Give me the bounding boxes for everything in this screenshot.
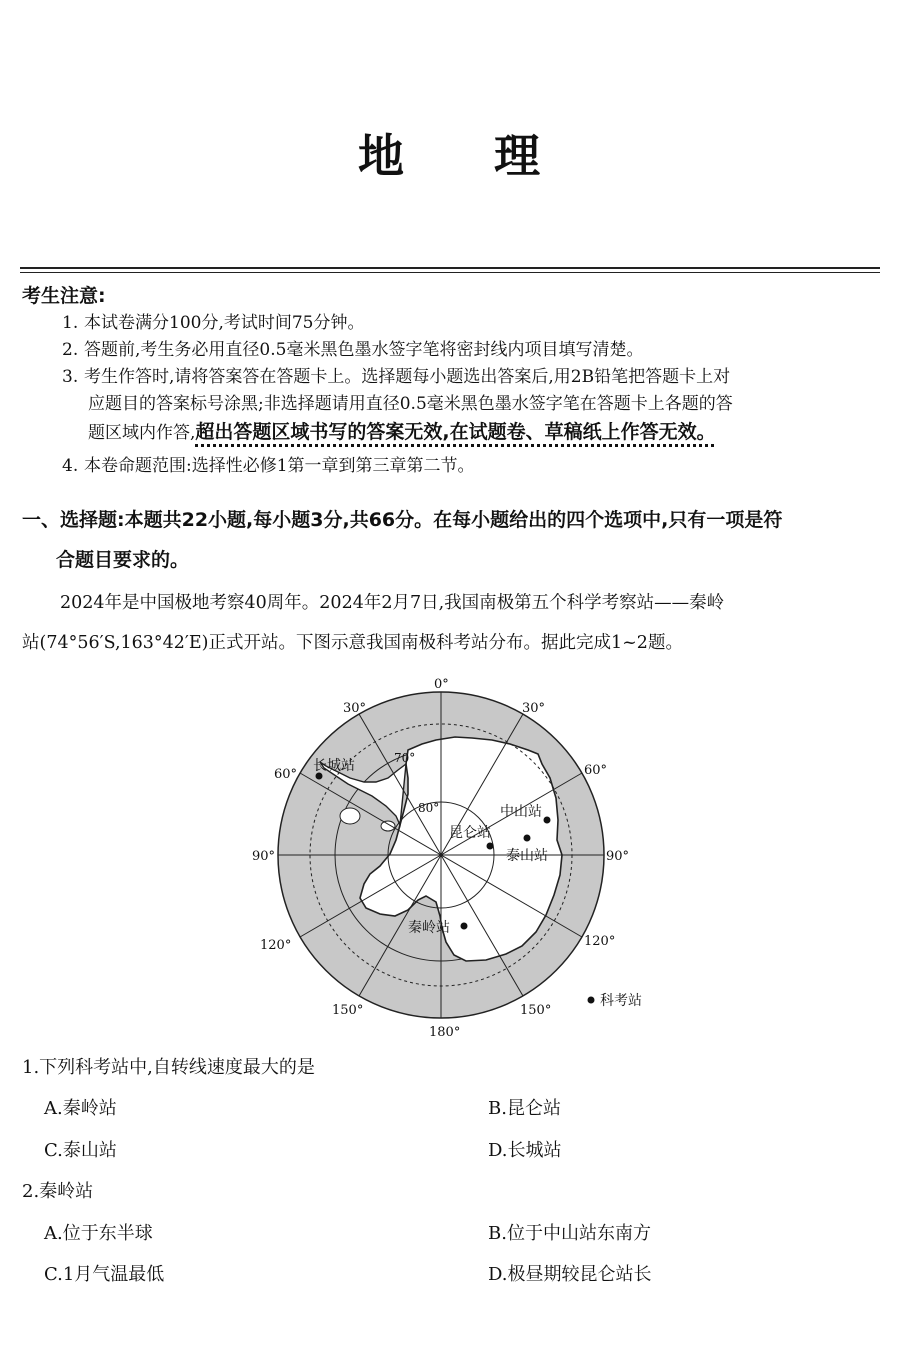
- station-label-zhongshan: 中山站: [500, 804, 542, 820]
- question-1-stem: 1.下列科考站中,自转线速度最大的是: [22, 1057, 315, 1078]
- lon-label-120e: 120°: [584, 934, 616, 949]
- station-dot-qinling: [461, 923, 468, 930]
- lon-label-60w: 60°: [274, 767, 298, 782]
- station-dot-taishan: [524, 835, 531, 842]
- notice-item-3: [62, 363, 884, 391]
- station-label-changcheng: 长城站: [313, 758, 355, 774]
- question-2-option-c: C.1月气温最低: [44, 1264, 165, 1285]
- notice-item-4: [62, 452, 884, 480]
- notice-text: 本卷命题范围:选择性必修1第一章到第三章第二节。: [84, 456, 475, 476]
- lat-label-80: 80°: [418, 801, 440, 815]
- lon-label-150e: 150°: [520, 1003, 552, 1018]
- station-label-taishan: 泰山站: [506, 848, 548, 864]
- notice-item-3-line2: 应题目的答案标号涂黑;非选择题请用直径0.5毫米黑色墨水签字笔在答题卡上各题的答: [88, 394, 733, 414]
- question-1-option-d: D.长城站: [488, 1140, 562, 1161]
- title-char-2: 理: [494, 129, 542, 183]
- notice-item-2: [62, 336, 884, 364]
- notice-text: 考生作答时,请将答案答在答题卡上。选择题每小题选出答案后,用2B铅笔把答题卡上对: [84, 367, 731, 387]
- lon-label-180: 180°: [429, 1025, 461, 1040]
- lon-label-120w: 120°: [260, 938, 292, 953]
- header-rule-thin: [20, 272, 880, 273]
- notice-item-1: [62, 309, 884, 337]
- question-2-option-a: A.位于东半球: [44, 1223, 153, 1244]
- lon-label-60e: 60°: [584, 763, 608, 778]
- lat-label-70: 70°: [394, 751, 416, 765]
- notice-heading: 考生注意:: [22, 285, 106, 307]
- section-heading: 一、选择题:本题共22小题,每小题3分,共66分。在每小题给出的四个选项中,只有一项是符: [22, 509, 783, 531]
- notice-num: 1.: [62, 313, 79, 333]
- lon-label-90e: 90°: [606, 849, 630, 864]
- question-1-option-b: B.昆仑站: [488, 1098, 561, 1119]
- lon-label-0: 0°: [434, 677, 449, 692]
- lon-label-90w: 90°: [252, 849, 276, 864]
- passage-line-2: 站(74°56′S,163°42′E)正式开站。下图示意我国南极科考站分布。据此完成1~2题。: [22, 633, 683, 653]
- question-2-stem: 2.秦岭站: [22, 1181, 94, 1202]
- notice-text: 本试卷满分100分,考试时间75分钟。: [84, 313, 365, 333]
- title-char-1: 地: [358, 129, 406, 183]
- notice-num: 3.: [62, 367, 79, 387]
- station-dot-zhongshan: [544, 817, 551, 824]
- passage-line-1: 2024年是中国极地考察40周年。2024年2月7日,我国南极第五个科学考察站——秦岭: [60, 593, 725, 613]
- question-2-option-d: D.极昼期较昆仑站长: [488, 1264, 652, 1285]
- lon-label-30w: 30°: [343, 701, 367, 716]
- page-title: [0, 120, 900, 186]
- lon-label-30e: 30°: [522, 701, 546, 716]
- station-dot-kunlun: [487, 843, 494, 850]
- question-2-option-b: B.位于中山站东南方: [488, 1223, 651, 1244]
- legend-label: 科考站: [600, 993, 642, 1009]
- lon-label-150w: 150°: [332, 1003, 364, 1018]
- notice-text: 答题前,考生务必用直径0.5毫米黑色墨水签字笔将密封线内项目填写清楚。: [84, 340, 644, 360]
- notice-emphasis: 超出答题区域书写的答案无效,在试题卷、草稿纸上作答无效。: [195, 421, 716, 443]
- header-rule-thick: [20, 267, 880, 269]
- island: [381, 821, 395, 831]
- island: [340, 808, 360, 824]
- legend-dot: [588, 997, 595, 1004]
- station-label-kunlun: 昆仑站: [449, 825, 491, 841]
- question-1-option-c: C.泰山站: [44, 1140, 117, 1161]
- antarctica-map: [240, 670, 660, 1050]
- notice-item-3-line3: [88, 418, 716, 447]
- notice-num: 4.: [62, 456, 79, 476]
- notice-text: 题区域内作答,: [88, 423, 196, 443]
- station-label-qinling: 秦岭站: [408, 920, 450, 936]
- question-1-option-a: A.秦岭站: [44, 1098, 117, 1119]
- notice-num: 2.: [62, 340, 79, 360]
- section-heading-cont: 合题目要求的。: [56, 549, 190, 571]
